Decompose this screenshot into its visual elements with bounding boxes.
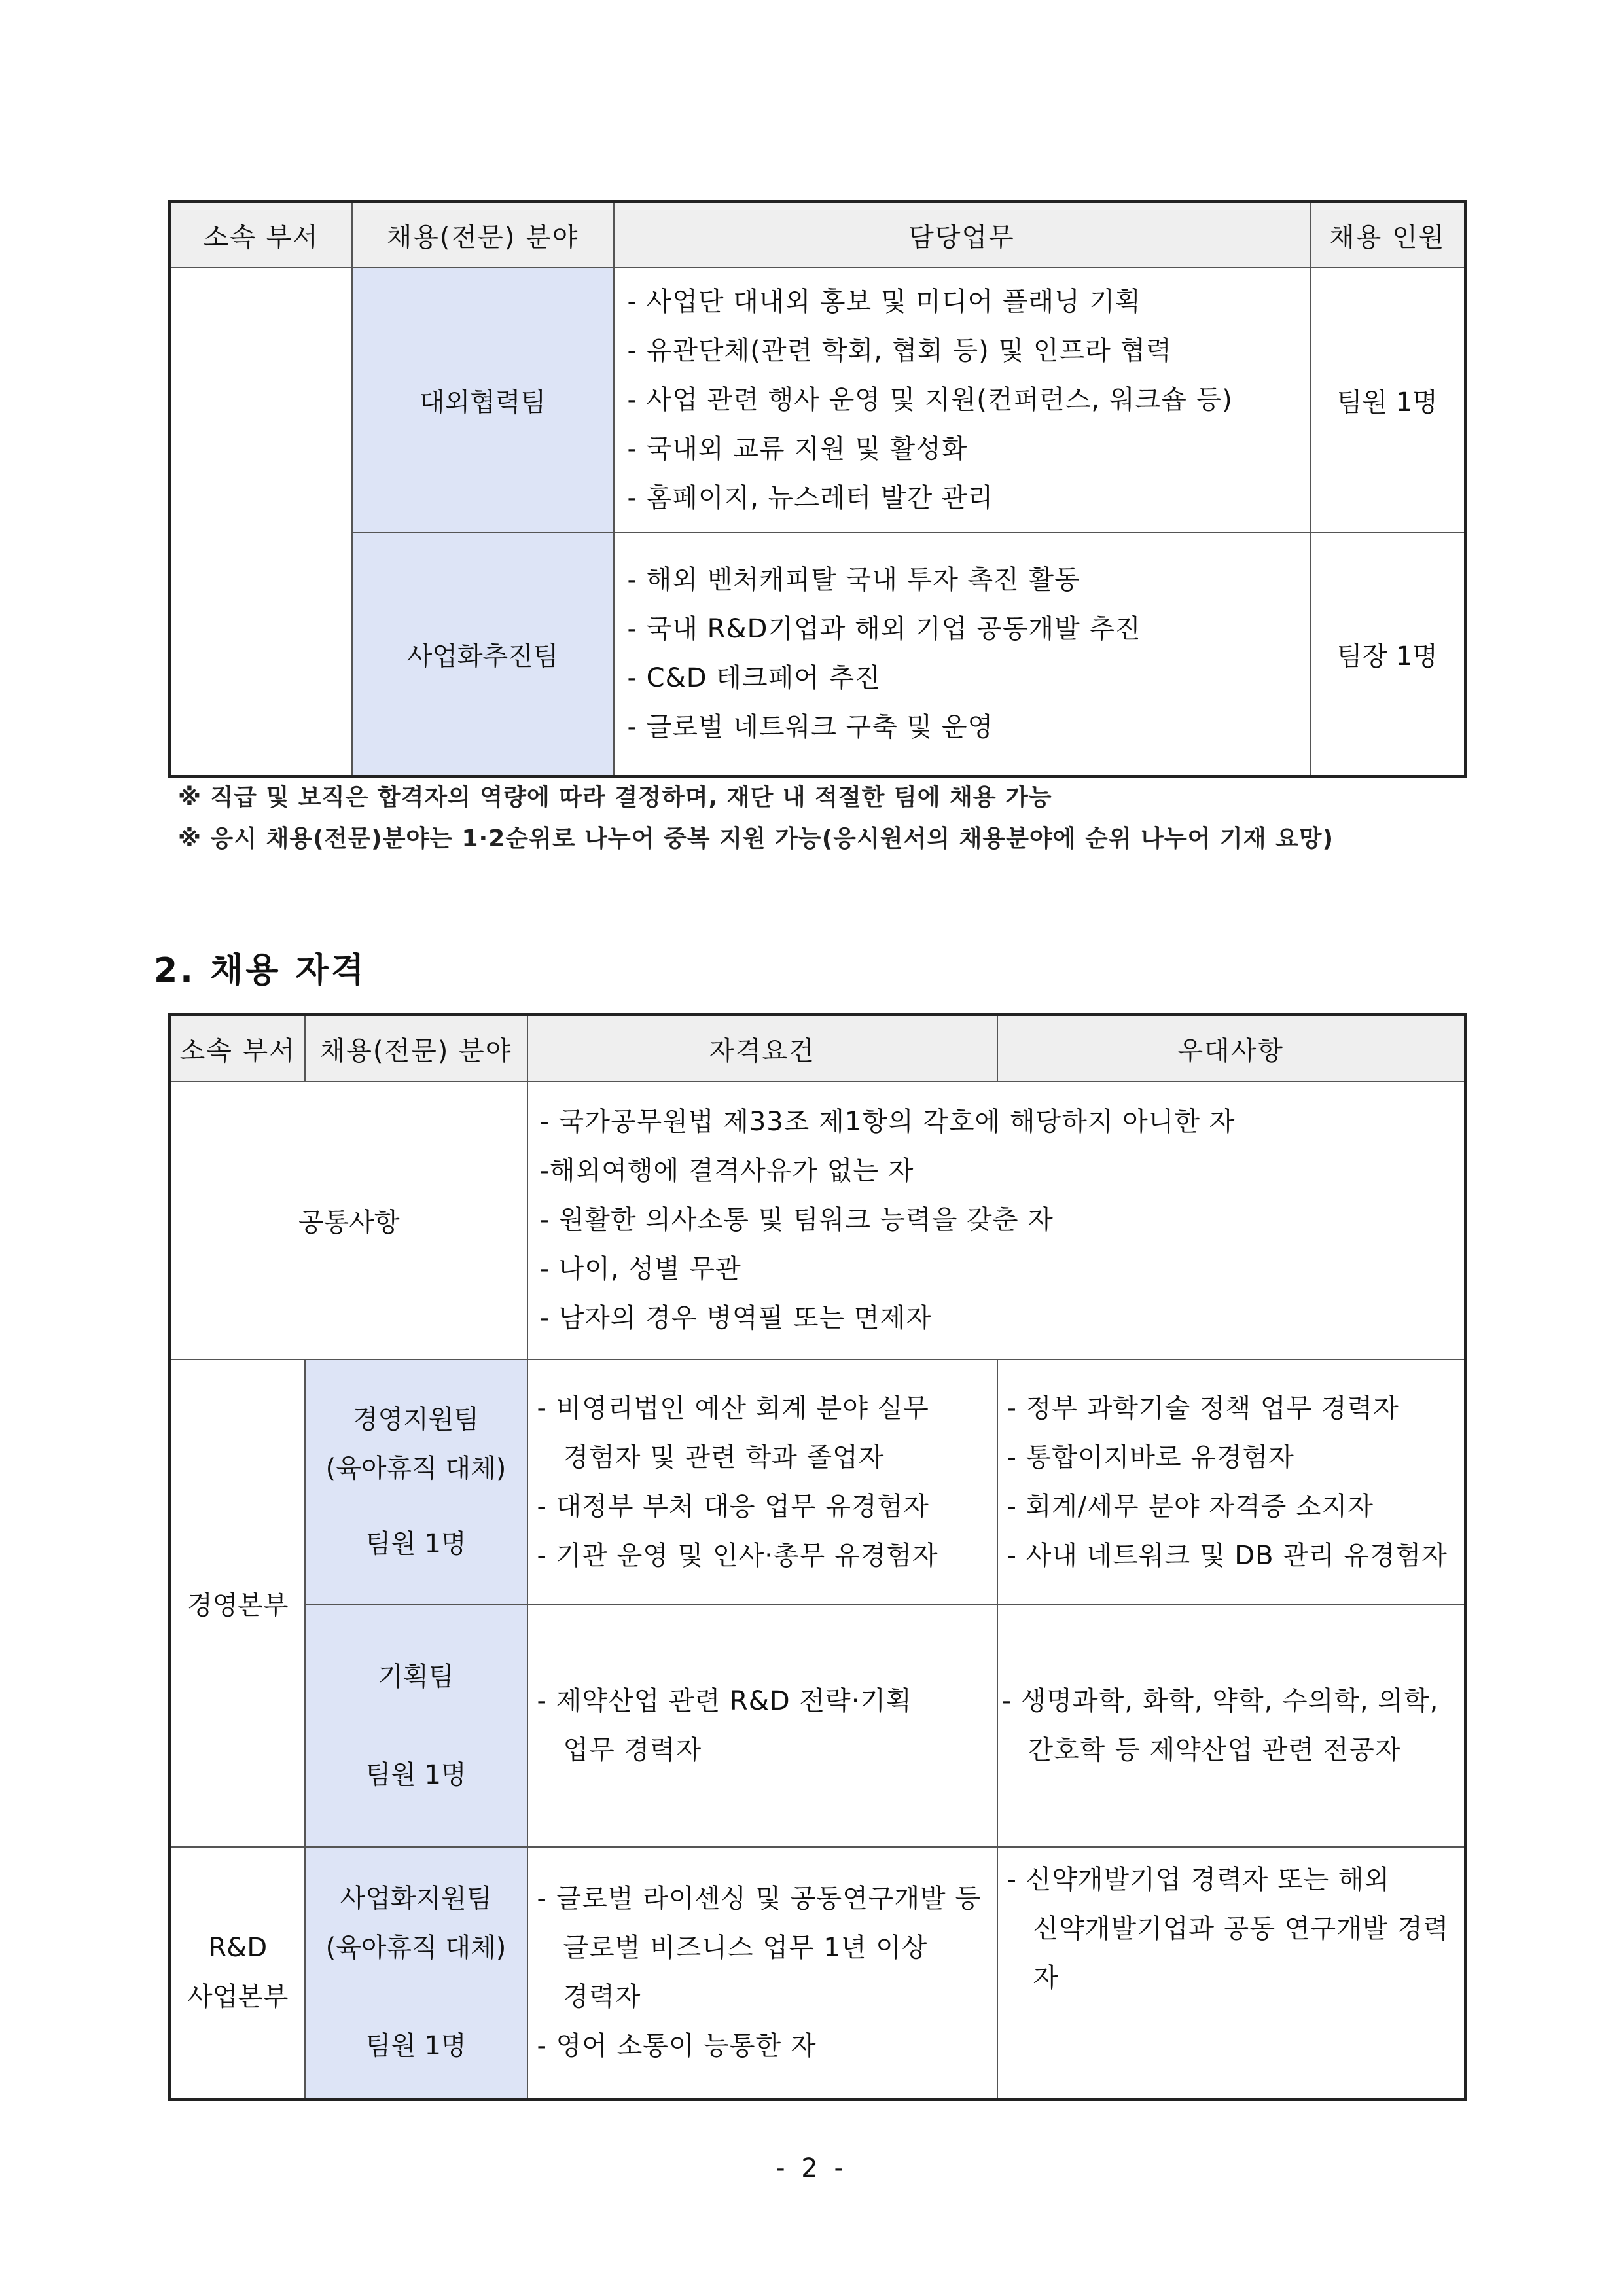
- header-preferences: 우대사항: [997, 1015, 1466, 1082]
- requirement-line: - 기관 운영 및 인사·총무 유경험자: [537, 1540, 938, 1571]
- duties-cell: [614, 533, 1310, 776]
- duty-line: - 사업단 대내외 홍보 및 미디어 플래닝 기획: [627, 287, 1141, 317]
- preference-line: - 사내 네트워크 및 DB 관리 유경험자: [1007, 1540, 1448, 1571]
- requirements-cell: [527, 1359, 997, 1605]
- header-field: 채용(전문) 분야: [305, 1015, 527, 1082]
- header-headcount: 채용 인원: [1310, 202, 1466, 268]
- headcount-cell: 팀장 1명: [1310, 533, 1466, 776]
- page-number: - 2 -: [776, 2153, 847, 2183]
- section-title: 2. 채용 자격: [154, 951, 367, 990]
- requirement-line: -해외여행에 결격사유가 없는 자: [539, 1156, 914, 1186]
- duty-line: - 글로벌 네트워크 구축 및 운영: [627, 712, 994, 743]
- team-count: 팀원 1명: [365, 1529, 467, 1559]
- dept-label-line: 사업본부: [187, 1981, 289, 2012]
- preference-line: - 신약개발기업 경력자 또는 해외: [1007, 1865, 1391, 1895]
- team-name: 사업화지원팀: [340, 1883, 492, 1914]
- dept-label: 경영본부: [170, 1359, 305, 1847]
- requirement-line: - 비영리법인 예산 회계 분야 실무: [537, 1393, 929, 1424]
- duties-cell: [614, 268, 1310, 533]
- header-dept: 소속 부서: [170, 202, 352, 268]
- team-count: 팀원 1명: [365, 2030, 467, 2061]
- requirement-line: - 글로벌 라이센싱 및 공동연구개발 등: [537, 1883, 982, 1914]
- team-name: 경영지원팀: [352, 1405, 480, 1435]
- note-line: ※ 직급 및 보직은 합격자의 역량에 따라 결정하며, 재단 내 적절한 팀에 채용 가능: [178, 784, 1052, 811]
- dept-cell-empty: [170, 268, 352, 776]
- field-cell: 사업화추진팀: [352, 533, 614, 776]
- header-field: 채용(전문) 분야: [352, 202, 614, 268]
- requirement-line: 글로벌 비즈니스 업무 1년 이상: [563, 1932, 928, 1963]
- preference-line: - 통합이지바로 유경험자: [1007, 1442, 1294, 1473]
- common-items: [527, 1081, 1466, 1359]
- recruitment-table: [168, 200, 1467, 778]
- requirement-line: - 국가공무원법 제33조 제1항의 각호에 해당하지 아니한 자: [539, 1107, 1236, 1137]
- duty-line: - 국내외 교류 지원 및 활성화: [627, 434, 968, 464]
- requirement-line: - 남자의 경우 병역필 또는 면제자: [539, 1303, 932, 1333]
- team-sub: (육아휴직 대체): [325, 1454, 507, 1484]
- team-cell: [305, 1605, 527, 1847]
- team-cell: [305, 1359, 527, 1605]
- requirements-cell: [527, 1605, 997, 1847]
- requirements-cell: [527, 1847, 997, 2099]
- preference-line: - 회계/세무 분야 자격증 소지자: [1007, 1491, 1374, 1522]
- preferences-cell: [997, 1359, 1466, 1605]
- preference-line: - 정부 과학기술 정책 업무 경력자: [1007, 1393, 1399, 1424]
- duty-line: - 국내 R&D기업과 해외 기업 공동개발 추진: [627, 614, 1141, 645]
- team-count: 팀원 1명: [365, 1759, 467, 1790]
- requirement-line: 경험자 및 관련 학과 졸업자: [563, 1442, 885, 1473]
- preference-line: 간호학 등 제약산업 관련 전공자: [1027, 1735, 1401, 1765]
- preference-line: 신약개발기업과 공동 연구개발 경력자: [1033, 1914, 1450, 1993]
- note-line: ※ 응시 채용(전문)분야는 1·2순위로 나누어 중복 지원 가능(응시원서의 채용분야에 순위 나누어 기재 요망): [178, 825, 1334, 852]
- team-sub: (육아휴직 대체): [325, 1932, 507, 1963]
- field-cell: 대외협력팀: [352, 268, 614, 533]
- team-name: 기획팀: [378, 1661, 454, 1692]
- duty-line: - 유관단체(관련 학회, 협회 등) 및 인프라 협력: [627, 336, 1172, 366]
- requirement-line: - 원활한 의사소통 및 팀워크 능력을 갖춘 자: [539, 1205, 1054, 1235]
- duty-line: - 홈페이지, 뉴스레터 발간 관리: [627, 483, 994, 513]
- headcount-cell: 팀원 1명: [1310, 268, 1466, 533]
- header-requirements: 자격요건: [527, 1015, 997, 1082]
- requirement-line: - 나이, 성별 무관: [539, 1254, 741, 1284]
- requirement-line: - 대정부 부처 대응 업무 유경험자: [537, 1491, 929, 1522]
- requirement-line: - 영어 소통이 능통한 자: [537, 2030, 817, 2061]
- preferences-cell: [997, 1847, 1466, 2099]
- duty-line: - 해외 벤처캐피탈 국내 투자 촉진 활동: [627, 565, 1080, 596]
- team-cell: [305, 1847, 527, 2099]
- header-duties: 담당업무: [614, 202, 1310, 268]
- dept-label-line: R&D: [208, 1932, 268, 1963]
- preferences-cell: [997, 1605, 1466, 1847]
- header-dept: 소속 부서: [170, 1015, 305, 1082]
- requirement-line: - 제약산업 관련 R&D 전략·기획: [537, 1686, 912, 1716]
- requirement-line: 경력자: [563, 1981, 641, 2012]
- duty-line: - 사업 관련 행사 운영 및 지원(컨퍼런스, 워크숍 등): [627, 385, 1233, 415]
- preference-line: - 생명과학, 화학, 약학, 수의학, 의학,: [1001, 1686, 1439, 1716]
- common-label: 공통사항: [170, 1081, 527, 1359]
- requirement-line: 업무 경력자: [563, 1735, 702, 1765]
- duty-line: - C&D 테크페어 추진: [627, 663, 881, 694]
- qualification-table: [168, 1013, 1467, 2101]
- dept-label: [170, 1847, 305, 2099]
